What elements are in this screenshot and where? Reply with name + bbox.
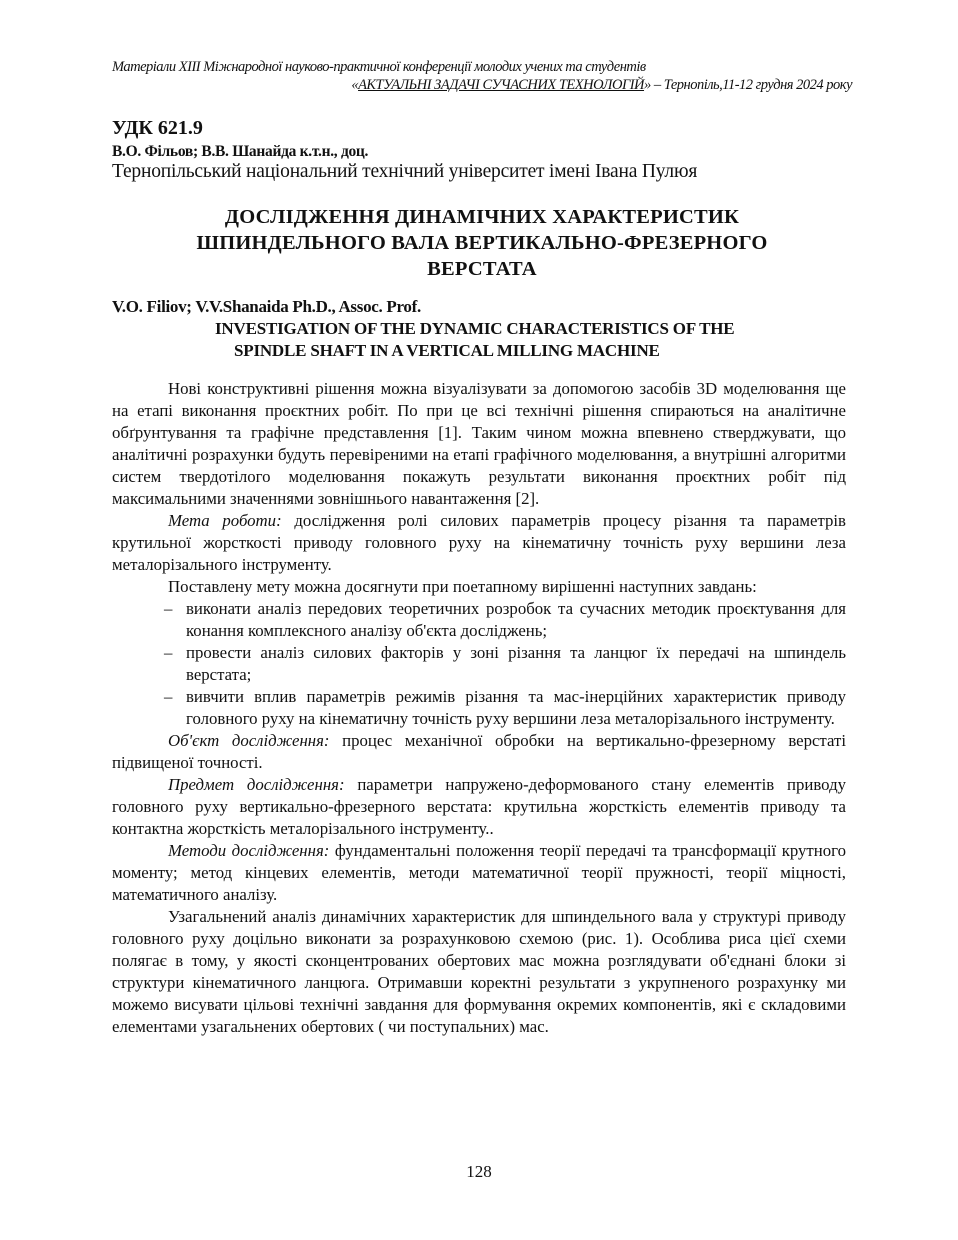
paragraph-intro: Нові конструктивні рішення можна візуалізувати за допомогою засобів 3D моделювання ще на етапі виконання проєктних робіт. По при це всі технічні рішення спираються на аналітичне обґрунтування та графічне представлення [1]. Таким чином можна впевнено стверджувати, що аналітичні розрахунки будуть перевіреними на етапі графічного моделювання, а внутрішні алгоритми систем твердотілого моделювання покажуть результати виконання проєктних робіт під максимальними значеннями зовнішнього навантаження [2]. — [112, 379, 846, 508]
list-item-text: вивчити вплив параметрів режимів різання та мас-інерційних характеристик приводу головного руху на кінематичну точність руху вершини леза металорізального інструменту. — [186, 687, 846, 728]
list-item — [112, 598, 846, 642]
title-en-line1: INVESTIGATION OF THE DYNAMIC CHARACTERISTICS OF THE — [215, 319, 735, 338]
list-item — [112, 642, 846, 686]
subject-text: параметри напружено-деформованого стану елементів приводу головного руху вертикально-фрезерного верстата: крутильна жорсткість елементів приводу та контактна жорсткість металорізального інструменту.. — [112, 775, 847, 838]
title-ua-line2: ШПИНДЕЛЬНОГО ВАЛА ВЕРТИКАЛЬНО-ФРЕЗЕРНОГО — [196, 232, 768, 254]
tasks-list — [112, 598, 846, 730]
title-en — [112, 318, 852, 362]
page-number: 128 — [466, 1162, 492, 1181]
running-head-line2 — [112, 76, 852, 94]
title-ua-line3: ВЕРСТАТА — [427, 258, 537, 280]
title-ua — [112, 204, 852, 282]
methods-label: Методи дослідження: — [168, 841, 330, 860]
goal-text: дослідження ролі силових параметрів процесу різання та параметрів крутильної жорсткості приводу головного руху на кінематичну точність руху вершини леза металорізального інструменту. — [112, 511, 846, 574]
object-text: процес механічної обробки на вертикально-фрезерному верстаті підвищеної точності. — [112, 731, 846, 772]
running-head-line1: Матеріали XIII Міжнародної науково-практичної конференції молодих учених та студентів — [112, 59, 646, 75]
paragraph-methods — [112, 840, 846, 906]
dash-bullet: – — [164, 643, 173, 662]
list-item — [112, 686, 846, 730]
conference-name: АКТУАЛЬНІ ЗАДАЧІ СУЧАСНИХ ТЕХНОЛОГІЙ — [358, 77, 645, 93]
title-ua-line1: ДОСЛІДЖЕННЯ ДИНАМІЧНИХ ХАРАКТЕРИСТИК — [224, 206, 740, 228]
list-item-text: виконати аналіз передових теоретичних розробок та сучасних методик проєктування для конання комплексного аналізу об'єкта досліджень; — [186, 599, 846, 640]
subject-label: Предмет дослідження: — [168, 775, 345, 794]
paragraph-subject — [112, 774, 846, 840]
title-en-line2: SPINDLE SHAFT IN A VERTICAL MILLING MACHINE — [234, 341, 660, 360]
authors-ua: В.О. Фільов; В.В. Шанайда к.т.н., доц. — [112, 143, 369, 160]
object-label: Об'єкт дослідження: — [168, 731, 330, 750]
running-head — [112, 58, 852, 94]
paragraph-analysis: Узагальнений аналіз динамічних характеристик для шпиндельного вала у структурі приводу головного руху доцільно виконати за розрахунковою схемою (рис. 1). Особлива риса цієї схеми полягає в тому, у якості сконцентрованих обертових мас можна розглядувати об'єднані блоки зі структури кінематичного ланцюга. Отримавши коректні результати з укрупненого розрахунку ми можемо висувати цільові технічні завдання для формування окремих компонентів, які є складовими елементами узагальнених обертових ( чи поступальних) мас. — [112, 907, 846, 1036]
authors-en: V.O. Filiov; V.V.Shanaida Ph.D., Assoc. Prof. — [112, 297, 421, 316]
goal-label: Мета роботи: — [168, 511, 282, 530]
dash-bullet: – — [164, 687, 173, 706]
list-item-text: провести аналіз силових факторів у зоні різання та ланцюг їх передачі на шпиндель верстата; — [186, 643, 846, 684]
paragraph-goal — [112, 510, 846, 576]
university-affiliation: Тернопільський національний технічний університет імені Івана Пулюя — [112, 161, 698, 182]
dash-bullet: – — [164, 599, 173, 618]
body-text — [112, 378, 846, 1038]
udk-code: УДК 621.9 — [112, 117, 203, 139]
paragraph-tasks-intro: Поставлену мету можна досягнути при поетапному вирішенні наступних завдань: — [168, 577, 757, 596]
methods-text: фундаментальні положення теорії передачі та трансформації крутного моменту; метод кінцевих елементів, методи математичної теорії пружності, теорії міцності, математичного аналізу. — [112, 841, 846, 904]
paragraph-object — [112, 730, 846, 774]
conference-place-date: » – Тернопіль,11-12 грудня 2024 року — [644, 77, 852, 93]
open-quote: « — [351, 77, 359, 93]
